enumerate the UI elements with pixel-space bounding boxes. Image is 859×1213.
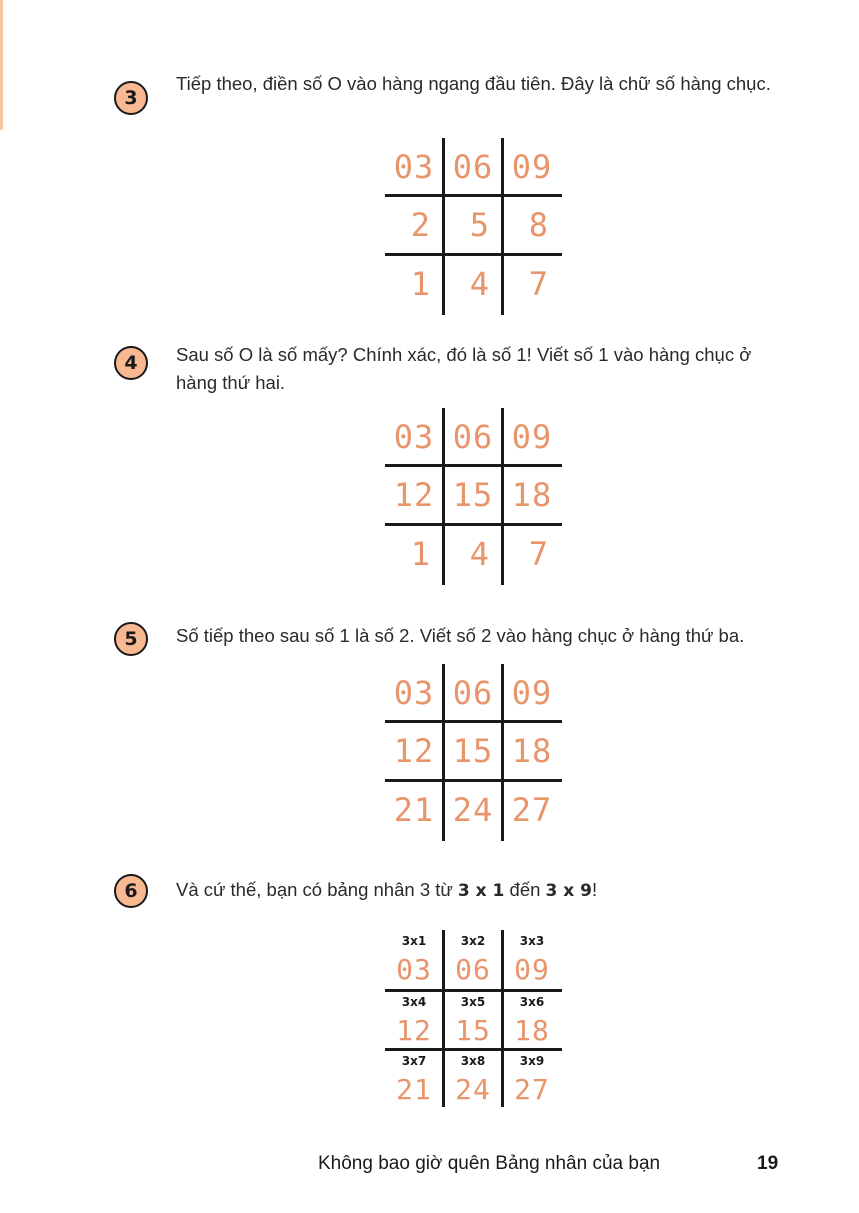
footer-title: Không bao giờ quên Bảng nhân của bạn: [318, 1153, 661, 1174]
step-3-text: Tiếp theo, điền số O vào hàng ngang đầu tiên. Đây là chữ số hàng chục.: [176, 73, 771, 94]
step-5-text: Số tiếp theo sau số 1 là số 2. Viết số 2 vào hàng chục ở hàng thứ ba.: [176, 625, 745, 646]
step-3-grid: [385, 138, 562, 315]
grid-cell: 3x3 09: [514, 934, 550, 986]
grid-cell: 09: [511, 418, 553, 456]
page-number: 19: [757, 1153, 779, 1174]
grid-cell: 03: [393, 148, 435, 186]
page-edge-mark: [0, 0, 3, 130]
grid-cell: 3x2 06: [455, 934, 491, 986]
grid-cell: 3x6 18: [514, 995, 550, 1047]
grid-cell: 8: [528, 206, 549, 244]
step-6-badge: 6: [114, 874, 148, 908]
grid-cell: 24: [452, 791, 494, 829]
grid-cell: 12: [393, 732, 435, 770]
grid-cell: 7: [528, 265, 549, 303]
grid-cell: 09: [511, 148, 553, 186]
grid-cell: 3x4 12: [396, 995, 432, 1047]
grid-cell: 21: [393, 791, 435, 829]
grid-cell: 18: [511, 476, 553, 514]
step-4-text: Sau số O là số mấy? Chính xác, đó là số 1! Viết số 1 vào hàng chục ở hàng thứ hai.: [176, 344, 752, 393]
grid-cell: 1: [410, 265, 431, 303]
grid-cell: 15: [452, 732, 494, 770]
step-6-grid: [385, 930, 562, 1107]
grid-cell: 7: [528, 535, 549, 573]
grid-cell: 5: [469, 206, 490, 244]
grid-cell: 15: [452, 476, 494, 514]
step-4-badge: 4: [114, 346, 148, 380]
grid-cell: 3x9 27: [514, 1054, 550, 1106]
grid-cell: 06: [452, 418, 494, 456]
step-3-badge: 3: [114, 81, 148, 115]
grid-cell: 18: [511, 732, 553, 770]
grid-cell: 12: [393, 476, 435, 514]
grid-cell: 3x5 15: [455, 995, 491, 1047]
step-5-badge: 5: [114, 622, 148, 656]
grid-cell: 06: [452, 148, 494, 186]
grid-cell: 4: [469, 265, 490, 303]
grid-cell: 09: [511, 674, 553, 712]
grid-cell: 03: [393, 674, 435, 712]
grid-cell: 3x1 03: [396, 934, 432, 986]
step-5-grid: [385, 664, 562, 841]
step-4-grid: [385, 408, 562, 585]
grid-cell: 3x7 21: [396, 1054, 432, 1106]
grid-cell: 3x8 24: [455, 1054, 491, 1106]
grid-cell: 27: [511, 791, 553, 829]
grid-cell: 2: [410, 206, 431, 244]
step-6-text: Và cứ thế, bạn có bảng nhân 3 từ 3 x 1 đến 3 x 9!: [176, 879, 598, 901]
grid-cell: 03: [393, 418, 435, 456]
grid-cell: 4: [469, 535, 490, 573]
grid-cell: 1: [410, 535, 431, 573]
grid-cell: 06: [452, 674, 494, 712]
